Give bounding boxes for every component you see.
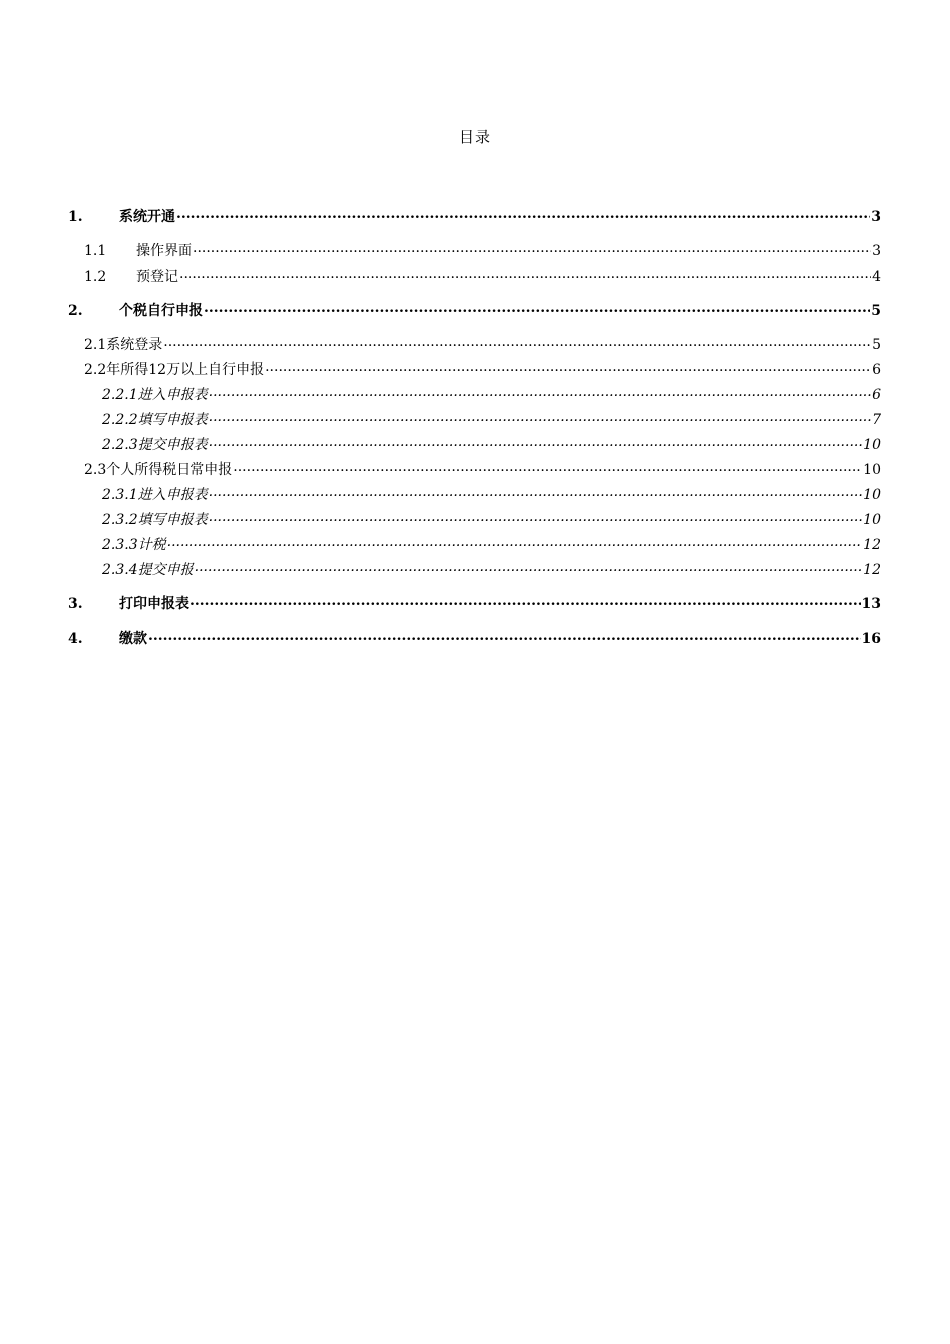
dot-leader <box>195 560 863 574</box>
dot-leader <box>163 335 871 349</box>
toc-entry-page: 13 <box>861 596 881 612</box>
dot-leader <box>209 510 863 524</box>
toc-title: 目录 <box>458 128 491 146</box>
toc-entry-text: 预登记 <box>136 269 178 285</box>
toc-entry-text: 2.3.4提交申报 <box>102 562 194 578</box>
toc-entry-text: 2.3个人所得税日常申报 <box>84 462 233 478</box>
toc-entry-page: 4 <box>872 269 881 285</box>
toc-entry-text: 操作界面 <box>136 243 192 259</box>
toc-entry-number: 1.2 <box>84 269 107 285</box>
toc-entry[interactable] <box>102 410 881 429</box>
toc-entry[interactable] <box>68 207 881 226</box>
toc-entry-number: 3. <box>68 596 83 612</box>
dot-leader <box>176 207 870 221</box>
toc-entry-page: 7 <box>872 412 881 428</box>
dot-leader <box>167 535 863 549</box>
dot-leader <box>190 594 861 608</box>
toc-entry-text: 2.1系统登录 <box>84 337 163 353</box>
toc-entry-page: 6 <box>872 362 881 378</box>
toc-entry[interactable] <box>102 385 881 404</box>
toc-entry-page: 10 <box>863 462 881 478</box>
toc-entry-text: 2.2.1进入申报表 <box>102 387 208 403</box>
toc-entry[interactable] <box>102 510 881 529</box>
dot-leader <box>179 267 871 281</box>
toc-entry-text: 2.3.1进入申报表 <box>102 487 208 503</box>
toc-entry-text: 打印申报表 <box>119 596 189 612</box>
toc-entry[interactable] <box>102 435 881 454</box>
toc-entry-text: 缴款 <box>119 631 147 647</box>
toc-entry[interactable] <box>68 629 881 648</box>
toc-entry-page: 10 <box>863 512 881 528</box>
toc-entry-page: 10 <box>863 437 881 453</box>
toc-entry[interactable] <box>84 360 881 379</box>
toc-entry-text: 2.3.3计税 <box>102 537 166 553</box>
toc-entry-page: 5 <box>871 303 881 319</box>
dot-leader <box>204 301 870 315</box>
toc-entry-text: 2.2.3提交申报表 <box>102 437 208 453</box>
toc-entry-page: 3 <box>872 243 881 259</box>
toc-entry-page: 16 <box>861 631 881 647</box>
toc-entry[interactable] <box>84 267 881 286</box>
toc-entry-text: 2.2.2填写申报表 <box>102 412 208 428</box>
toc-entry-page: 3 <box>871 209 881 225</box>
dot-leader <box>233 460 862 474</box>
toc-entry[interactable] <box>102 535 881 554</box>
dot-leader <box>209 485 863 499</box>
toc-entry-text: 2.3.2填写申报表 <box>102 512 208 528</box>
toc-entry-text: 系统开通 <box>119 209 175 225</box>
toc-entry[interactable] <box>68 301 881 320</box>
toc-entry-page: 12 <box>863 562 881 578</box>
toc-entry-text: 2.2年所得12万以上自行申报 <box>84 362 265 378</box>
toc-entry[interactable] <box>102 560 881 579</box>
toc-entry-page: 10 <box>863 487 881 503</box>
dot-leader <box>193 241 871 255</box>
toc-entry-page: 12 <box>863 537 881 553</box>
toc-entry-number: 4. <box>68 631 83 647</box>
toc-entry[interactable] <box>84 460 881 479</box>
dot-leader <box>148 629 861 643</box>
toc-entry-text: 个税自行申报 <box>119 303 203 319</box>
toc-entry-number: 1.1 <box>84 243 107 259</box>
toc-entry[interactable] <box>68 594 881 613</box>
toc-entry-number: 1. <box>68 209 83 225</box>
toc-entry-page: 5 <box>872 337 881 353</box>
toc-entry-number: 2. <box>68 303 83 319</box>
dot-leader <box>209 385 871 399</box>
toc-entry-page: 6 <box>872 387 881 403</box>
toc-entry[interactable] <box>84 241 881 260</box>
dot-leader <box>209 410 871 424</box>
dot-leader <box>209 435 863 449</box>
toc-entry[interactable] <box>102 485 881 504</box>
toc-entry[interactable] <box>84 335 881 354</box>
dot-leader <box>265 360 871 374</box>
